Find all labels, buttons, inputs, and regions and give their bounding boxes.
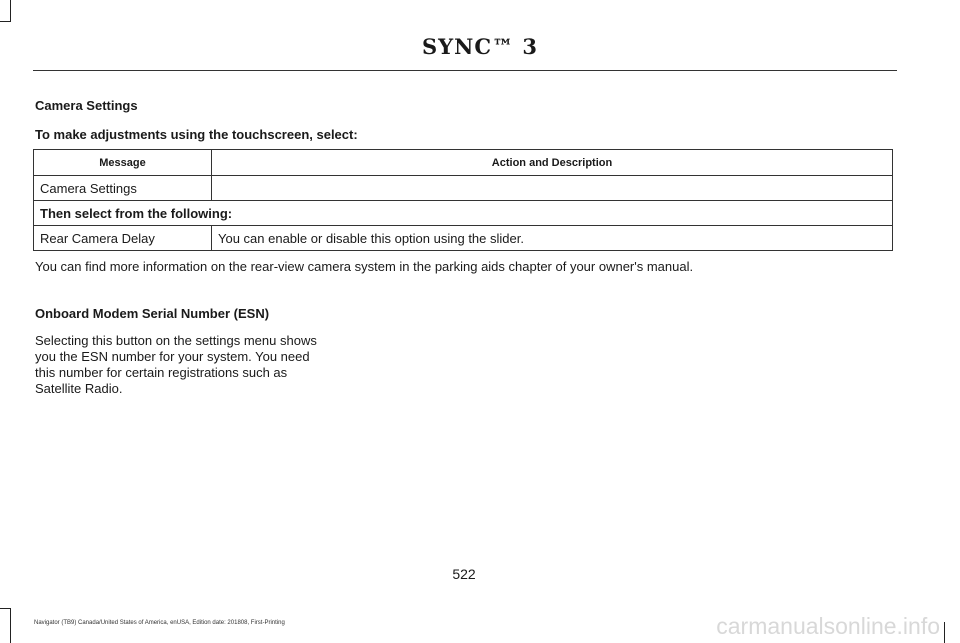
touchscreen-intro: To make adjustments using the touchscreen, select: xyxy=(35,127,358,142)
crop-mark-bottom-left-horizontal xyxy=(0,608,11,609)
esn-body: Selecting this button on the settings menu shows you the ESN number for your system. You need this number for certain registrations such as Satellite Radio. xyxy=(35,333,317,396)
message-column-header: Message xyxy=(34,150,212,176)
message-cell: Camera Settings xyxy=(34,176,212,201)
page-header-title: SYNC™ 3 xyxy=(422,34,538,59)
crop-mark-bottom-left-vertical xyxy=(10,608,11,643)
page-number: 522 xyxy=(452,566,476,582)
table-row xyxy=(34,176,893,201)
span-cell: Then select from the following: xyxy=(34,201,893,226)
action-cell xyxy=(212,176,893,201)
edition-footer: Navigator (TB9) Canada/United States of America, enUSA, Edition date: 201808, First-Printing xyxy=(34,620,285,626)
message-cell: Rear Camera Delay xyxy=(34,226,212,251)
table-header-row xyxy=(34,150,893,176)
table-span-row xyxy=(34,201,893,226)
crop-mark-bottom-right-vertical xyxy=(944,622,945,643)
table-row xyxy=(34,226,893,251)
action-column-header: Action and Description xyxy=(212,150,893,176)
camera-settings-heading: Camera Settings xyxy=(35,98,138,113)
header-divider xyxy=(33,70,897,71)
crop-mark-top-left-horizontal xyxy=(0,21,11,22)
settings-table xyxy=(33,149,893,251)
crop-mark-top-left-vertical xyxy=(10,0,11,22)
watermark: carmanualsonline.info xyxy=(716,613,940,639)
action-cell: You can enable or disable this option using the slider. xyxy=(212,226,893,251)
parking-aids-note: You can find more information on the rear-view camera system in the parking aids chapter of your owner's manual. xyxy=(35,259,694,274)
esn-heading: Onboard Modem Serial Number (ESN) xyxy=(35,306,270,321)
